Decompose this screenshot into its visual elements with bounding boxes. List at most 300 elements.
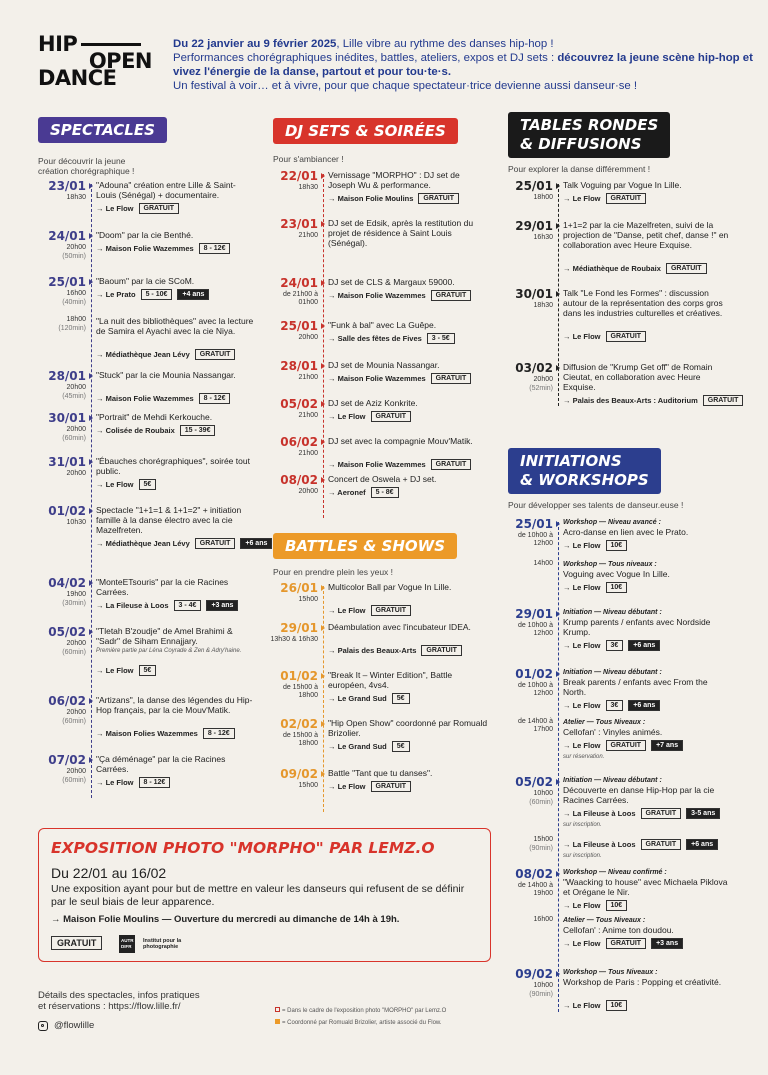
event-description: "Adouna" création entre Lille & Saint-Louis (Sénégal) + documentaire. [96, 180, 236, 200]
djsets-subtitle: Pour s'ambiancer ! [273, 154, 344, 164]
spectacles-title: SPECTACLES [38, 117, 167, 143]
price-tag: 8 - 12€ [199, 393, 231, 404]
djsets-title: DJ SETS & SOIRÉES [273, 118, 458, 144]
workshop-level: Initiation — Niveau débutant : [563, 777, 662, 784]
event-date: 23/01 [280, 217, 318, 231]
timeline-arrow-icon [321, 221, 325, 227]
price-tag: GRATUIT [641, 839, 682, 850]
timeline-arrow-icon [556, 971, 560, 977]
event-time: de 14h00 à 19h00 [517, 882, 553, 897]
djsets-timeline [270, 170, 500, 510]
venue-name: → Médiathèque Jean Lévy [96, 539, 190, 548]
event-venue [563, 395, 743, 406]
expo-description: Une exposition ayant pour but de mettre en valeur les danseurs qui refusent de se définir par le seul biais de leur apparence. [51, 883, 465, 908]
price-tag: 5€ [139, 665, 157, 676]
event-time: 13h30 & 16h30 [270, 636, 318, 643]
venue-name: → Le Flow [96, 204, 134, 213]
event-time: 21h00 [298, 374, 318, 381]
price-tag: GRATUIT [606, 193, 647, 204]
intro-line3: Un festival à voir… et à vivre, pour que chaque spectateur·trice devienne aussi danseur·se ! [173, 80, 638, 92]
event-time: 20h00 [66, 640, 86, 647]
event-venue [328, 290, 471, 301]
expo-title: EXPOSITION PHOTO "MORPHO" PAR LEMZ.O [51, 839, 435, 857]
event-time: 20h00 [298, 488, 318, 495]
workshop-level: Initiation — Niveau débutant : [563, 609, 662, 616]
event-date: 01/02 [515, 667, 553, 681]
footer-line2[interactable]: et réservations : https://flow.lille.fr/ [38, 1001, 181, 1012]
battles-subtitle: Pour en prendre plein les yeux ! [273, 567, 394, 577]
event-date: 30/01 [48, 411, 86, 425]
battles-title: BATTLES & SHOWS [273, 533, 457, 559]
timeline-arrow-icon [89, 373, 93, 379]
timeline-arrow-icon [556, 871, 560, 877]
price-tag: +6 ans [628, 640, 660, 651]
price-tag: 8 - 12€ [199, 243, 231, 254]
price-tag: GRATUIT [371, 781, 412, 792]
price-tag: GRATUIT [431, 373, 472, 384]
event-date: 28/01 [48, 369, 86, 383]
tables-subtitle: Pour explorer la danse différemment ! [508, 164, 651, 174]
event-time: 10h30 [66, 519, 86, 526]
event-description: "Ébauches chorégraphiques", soirée tout public. [96, 456, 250, 476]
venue-name: → Le Flow [563, 641, 601, 650]
venue-name: → Le Flow [563, 901, 601, 910]
venue-name: → Le Flow [563, 939, 601, 948]
venue-name: → Palais des Beaux-Arts : Auditorium [563, 396, 698, 405]
venue-name: → Aeronef [328, 488, 366, 497]
workshop-level: Atelier — Tous Niveaux : [563, 917, 646, 924]
price-tag: +4 ans [177, 289, 209, 300]
instagram-handle[interactable]: @flowlille [54, 1020, 95, 1031]
event-note: sur inscription. [563, 853, 602, 859]
footnotes [275, 1005, 446, 1029]
event-time: 15h00 [533, 836, 553, 843]
event-date: 05/02 [48, 625, 86, 639]
tables-title-line1: TABLES RONDES [520, 116, 659, 134]
venue-name: → Le Flow [563, 701, 601, 710]
event-duration: (60min) [62, 649, 86, 656]
price-tag: GRATUIT [371, 605, 412, 616]
price-tag: +7 ans [651, 740, 683, 751]
intro-text [173, 37, 758, 93]
event-time: 20h00 [533, 376, 553, 383]
event-date: 05/02 [280, 397, 318, 411]
institut-photo-logo: Institut pour la photographie [143, 938, 182, 950]
price-tag: +6 ans [686, 839, 718, 850]
event-venue [563, 938, 683, 949]
venue-name: → Maison Folie Wazemmes [96, 244, 194, 253]
event-description: Break parents / enfants avec From the North. [563, 677, 708, 697]
event-date: 09/02 [280, 767, 318, 781]
timeline-arrow-icon [321, 401, 325, 407]
logo-open: OPEN [88, 49, 152, 73]
initiations-subtitle: Pour développer ses talents de danseur.euse ! [508, 500, 684, 510]
event-description: Découverte en danse Hip-Hop par la cie Racines Carrées. [563, 785, 715, 805]
price-tag: +3 ans [651, 938, 683, 949]
event-date: 23/01 [48, 179, 86, 193]
event-description: Vernissage "MORPHO" : DJ set de Joseph Wu & performance. [328, 170, 460, 190]
event-date: 05/02 [515, 775, 553, 789]
price-tag: 8 - 12€ [139, 777, 171, 788]
event-description: DJ set de CLS & Margaux 59000. [328, 277, 455, 287]
tables-title-line2: & DIFFUSIONS [520, 135, 642, 153]
event-time: de 10h00 à 12h00 [517, 622, 553, 637]
venue-name: → Le Flow [563, 541, 601, 550]
festival-logo [38, 32, 152, 90]
spectacles-subtitle: Pour découvrir la jeune création chorégraphique ! [38, 156, 135, 176]
venue-name: → Médiathèque de Roubaix [563, 264, 661, 273]
timeline-arrow-icon [321, 477, 325, 483]
event-venue [96, 728, 235, 739]
event-time: 15h00 [298, 596, 318, 603]
price-tag: +3 ans [206, 600, 238, 611]
timeline-arrow-icon [89, 698, 93, 704]
event-duration: (40min) [62, 299, 86, 306]
event-venue [563, 263, 707, 274]
venue-name: → Maison Folie Wazemmes [96, 394, 194, 403]
event-time: 20h00 [298, 334, 318, 341]
workshop-level: Workshop — Tous niveaux : [563, 561, 657, 568]
event-venue [563, 1000, 627, 1011]
venue-name: → Le Flow [563, 1001, 601, 1010]
timeline-arrow-icon [556, 183, 560, 189]
timeline-arrow-icon [556, 611, 560, 617]
event-venue [328, 605, 411, 616]
price-tag: GRATUIT [666, 263, 707, 274]
price-tag: GRATUIT [703, 395, 744, 406]
event-venue [328, 459, 471, 470]
timeline-arrow-icon [321, 439, 325, 445]
event-description: Cellofan' : Vinyles animés. [563, 727, 663, 737]
event-description: Cellofan' : Anime ton doudou. [563, 925, 674, 935]
venue-name: → Le Grand Sud [328, 742, 387, 751]
event-venue [563, 740, 683, 751]
venue-name: → Maison Folie Wazemmes [328, 291, 426, 300]
timeline-arrow-icon [89, 415, 93, 421]
venue-name: → Le Flow [96, 480, 134, 489]
timeline-arrow-icon [321, 625, 325, 631]
timeline-arrow-icon [89, 233, 93, 239]
event-date: 30/01 [515, 287, 553, 301]
timeline-arrow-icon [321, 771, 325, 777]
event-description: "Doom" par la cie Benthé. [96, 230, 194, 240]
event-venue [563, 193, 646, 204]
event-description: "Baoum" par la cie SCoM. [96, 276, 195, 286]
event-venue [96, 243, 230, 254]
intro-dates: Du 22 janvier au 9 février 2025 [173, 38, 337, 50]
event-time: de 21h00 à 01h00 [282, 291, 318, 306]
timeline-arrow-icon [321, 280, 325, 286]
price-tag: GRATUIT [606, 740, 647, 751]
price-tag: 3 - 5€ [427, 333, 455, 344]
event-description: "La nuit des bibliothèques" avec la lecture de Samira el Ayachi avec la cie Niya. [96, 316, 254, 336]
initiations-section [508, 448, 683, 510]
venue-name: → Palais des Beaux-Arts [328, 646, 417, 655]
event-time: 14h00 [533, 560, 553, 567]
event-description: "MonteETsouris" par la cie Racines Carrées. [96, 577, 229, 597]
price-tag: GRATUIT [195, 538, 236, 549]
timeline-line [558, 522, 559, 1012]
event-duration: (60min) [62, 435, 86, 442]
event-venue [96, 203, 179, 214]
event-venue [328, 333, 455, 344]
event-venue [328, 693, 410, 704]
timeline-arrow-icon [321, 673, 325, 679]
event-description: Voguing avec Vogue In Lille. [563, 569, 670, 579]
timeline-arrow-icon [89, 629, 93, 635]
event-venue [328, 411, 411, 422]
footnote-2: = Coordonné par Romuald Brizolier, artiste associé du Flow. [282, 1020, 442, 1026]
event-venue [96, 600, 238, 611]
price-tag: 5€ [139, 479, 157, 490]
event-time: 21h00 [298, 450, 318, 457]
event-date: 03/02 [515, 361, 553, 375]
timeline-arrow-icon [89, 508, 93, 514]
spectacles-timeline [38, 180, 268, 790]
event-description: Acro-danse en lien avec le Prato. [563, 527, 689, 537]
expo-price-tag: GRATUIT [51, 936, 102, 950]
venue-name: → La Fileuse à Loos [563, 840, 636, 849]
event-date: 25/01 [280, 319, 318, 333]
event-time: 18h30 [66, 194, 86, 201]
event-duration: (90min) [529, 845, 553, 852]
event-description: "Funk à bal" avec La Guêpe. [328, 320, 437, 330]
venue-name: → La Fileuse à Loos [563, 809, 636, 818]
event-description: Talk "Le Fond les Formes" : discussion autour de la représentation des corps gros dans les industries culturelles et créatives. [563, 288, 723, 318]
event-date: 22/01 [280, 169, 318, 183]
venue-name: → Le Flow [96, 778, 134, 787]
event-description: Workshop de Paris : Popping et créativité. [563, 977, 722, 987]
instagram-icon[interactable] [38, 1021, 48, 1031]
event-venue [96, 425, 215, 436]
venue-name: → Le Flow [563, 583, 601, 592]
event-description: Spectacle "1+1=1 & 1+1=2" + initiation famille à la danse électro avec la cie Mazelfreten. [96, 505, 242, 535]
workshop-level: Workshop — Niveau confirmé : [563, 869, 667, 876]
event-description: Concert de Oswela + DJ set. [328, 474, 437, 484]
event-venue [563, 808, 720, 819]
event-duration: (120min) [58, 325, 86, 332]
event-time: 19h00 [66, 591, 86, 598]
timeline-arrow-icon [321, 585, 325, 591]
venue-name: → Maison Folies Wazemmes [96, 729, 198, 738]
venue-name: → Le Flow [328, 412, 366, 421]
price-tag: 15 - 39€ [180, 425, 216, 436]
venue-name: → Le Flow [96, 666, 134, 675]
event-venue [328, 645, 462, 656]
initiations-timeline [505, 518, 745, 1018]
autre-direction-logo: AUTR DIFR [119, 935, 135, 953]
timeline-arrow-icon [89, 757, 93, 763]
timeline-arrow-icon [556, 223, 560, 229]
event-date: 09/02 [515, 967, 553, 981]
event-time: 20h00 [66, 426, 86, 433]
timeline-arrow-icon [89, 580, 93, 586]
event-venue [96, 289, 209, 300]
event-time: 20h00 [66, 709, 86, 716]
event-duration: (50min) [62, 253, 86, 260]
battles-section [273, 533, 457, 577]
event-date: 29/01 [280, 621, 318, 635]
event-duration: (60min) [62, 718, 86, 725]
logo-dance: DANCE [38, 66, 117, 90]
expo-dates: Du 22/01 au 16/02 [51, 865, 167, 881]
price-tag: +6 ans [240, 538, 272, 549]
event-description: Battle "Tant que tu danses". [328, 768, 433, 778]
event-time: 20h00 [66, 384, 86, 391]
event-date: 24/01 [280, 276, 318, 290]
djsets-section [273, 118, 458, 164]
tables-timeline [505, 180, 740, 430]
event-time: 18h00 [66, 316, 86, 323]
event-description: DJ set de Edsik, après la restitution du projet de résidence à Saint Louis (Sénégal). [328, 218, 474, 248]
event-date: 25/01 [515, 517, 553, 531]
event-date: 26/01 [280, 581, 318, 595]
event-duration: (60min) [529, 799, 553, 806]
price-tag: 10€ [606, 540, 628, 551]
event-note: sur réservation. [563, 754, 605, 760]
price-tag: GRATUIT [371, 411, 412, 422]
intro-line2: Performances chorégraphiques inédites, battles, ateliers, expos et DJ sets : [173, 52, 558, 64]
price-tag: 5€ [392, 741, 410, 752]
price-tag: GRATUIT [606, 331, 647, 342]
event-date: 28/01 [280, 359, 318, 373]
event-venue [96, 479, 156, 490]
price-tag: 3€ [606, 640, 624, 651]
event-venue [563, 640, 660, 651]
event-description: "Break It – Winter Edition", Battle européen, 4vs4. [328, 670, 453, 690]
event-venue [563, 582, 627, 593]
event-time: 21h00 [298, 232, 318, 239]
event-venue [563, 540, 627, 551]
event-date: 31/01 [48, 455, 86, 469]
event-time: 20h00 [66, 244, 86, 251]
event-description: Krump parents / enfants avec Nordside Krump. [563, 617, 711, 637]
price-tag: 3-5 ans [686, 808, 720, 819]
event-venue [328, 487, 399, 498]
tables-title [508, 112, 670, 158]
event-time: 10h00 [533, 790, 553, 797]
event-note: Première partie par Léna Coyrade & Zen & Adry'haine. [96, 648, 242, 654]
event-description: "Stuck" par la cie Mounia Nassangar. [96, 370, 236, 380]
event-description: "Hip Open Show" coordonné par Romuald Brizolier. [328, 718, 488, 738]
event-date: 01/02 [48, 504, 86, 518]
logo-hip: HIP [38, 32, 78, 56]
price-tag: GRATUIT [431, 459, 472, 470]
event-venue [563, 700, 660, 711]
price-tag: GRATUIT [421, 645, 462, 656]
timeline-arrow-icon [89, 279, 93, 285]
timeline-arrow-icon [556, 365, 560, 371]
event-duration: (52min) [529, 385, 553, 392]
intro-line1: , Lille vibre au rythme des danses hip-hop ! [336, 38, 554, 50]
intro-line2-bold: découvrez la jeune scène hip-hop et vivez l'énergie de la danse, partout et pour tou·te·s. [173, 52, 753, 78]
event-date: 01/02 [280, 669, 318, 683]
venue-name: → Colisée de Roubaix [96, 426, 175, 435]
event-venue [563, 839, 718, 850]
initiations-title-line2: & WORKSHOPS [520, 471, 649, 489]
price-tag: 8 - 12€ [203, 728, 235, 739]
event-description: DJ set avec la compagnie Mouv'Matik. [328, 436, 473, 446]
expo-venue: → Maison Folie Moulins — Ouverture du mercredi au dimanche de 14h à 19h. [51, 914, 400, 925]
venue-name: → Maison Folie Wazemmes [328, 460, 426, 469]
price-tag: GRATUIT [431, 290, 472, 301]
event-description: DJ set de Mounia Nassangar. [328, 360, 440, 370]
timeline-arrow-icon [556, 291, 560, 297]
event-description: "Artizans", la danse des légendes du Hip-Hop français, par la cie Mouv'Matik. [96, 695, 253, 715]
price-tag: +6 ans [628, 700, 660, 711]
timeline-arrow-icon [321, 323, 325, 329]
venue-name: → Médiathèque Jean Lévy [96, 350, 190, 359]
tables-section [508, 112, 670, 174]
timeline-arrow-icon [89, 183, 93, 189]
event-date: 29/01 [515, 219, 553, 233]
event-venue [96, 777, 170, 788]
footer-line1: Détails des spectacles, infos pratiques [38, 990, 200, 1001]
event-description: "Ça déménage" par la cie Racines Carrées. [96, 754, 226, 774]
initiations-title [508, 448, 661, 494]
venue-name: → Maison Folie Wazemmes [328, 374, 426, 383]
venue-name: → Maison Folie Moulins [328, 194, 414, 203]
venue-name: → Le Grand Sud [328, 694, 387, 703]
event-time: 21h00 [298, 412, 318, 419]
event-duration: (30min) [62, 600, 86, 607]
event-time: 16h00 [66, 290, 86, 297]
event-duration: (90min) [529, 991, 553, 998]
price-tag: 5 - 8€ [371, 487, 399, 498]
price-tag: 10€ [606, 900, 628, 911]
event-time: 16h00 [533, 916, 553, 923]
workshop-level: Initiation — Niveau débutant : [563, 669, 662, 676]
event-venue [328, 741, 410, 752]
expo-box [38, 828, 491, 962]
event-description: Diffusion de "Krump Get off" de Romain Cieutat, en collaboration avec Heure Exquise. [563, 362, 713, 392]
event-description: DJ set de Aziz Konkrite. [328, 398, 418, 408]
event-venue [328, 373, 471, 384]
workshop-level: Atelier — Tous Niveaux : [563, 719, 646, 726]
spectacles-section [38, 117, 167, 176]
event-venue [328, 193, 459, 204]
timeline-arrow-icon [556, 521, 560, 527]
timeline-arrow-icon [321, 363, 325, 369]
event-time: 16h30 [533, 234, 553, 241]
event-date: 25/01 [515, 179, 553, 193]
event-date: 04/02 [48, 576, 86, 590]
timeline-arrow-icon [556, 671, 560, 677]
workshop-level: Workshop — Niveau avancé : [563, 519, 661, 526]
event-date: 25/01 [48, 275, 86, 289]
price-tag: 10€ [606, 1000, 628, 1011]
price-tag: GRATUIT [418, 193, 459, 204]
event-description: Déambulation avec l'incubateur IDEA. [328, 622, 471, 632]
event-date: 29/01 [515, 607, 553, 621]
event-duration: (45min) [62, 393, 86, 400]
workshop-level: Workshop — Tous Niveaux : [563, 969, 658, 976]
event-date: 06/02 [48, 694, 86, 708]
event-description: "Waacking to house" avec Michaela Piklova et Orégane le Nir. [563, 877, 728, 897]
event-date: 02/02 [280, 717, 318, 731]
event-time: de 10h00 à 12h00 [517, 682, 553, 697]
event-time: de 15h00 à 18h00 [282, 684, 318, 699]
price-tag: 10€ [606, 582, 628, 593]
event-venue [96, 538, 272, 549]
brizolier-marker-icon [275, 1019, 280, 1024]
timeline-arrow-icon [321, 721, 325, 727]
event-venue [96, 665, 156, 676]
event-time: 10h00 [533, 982, 553, 989]
footer [38, 990, 200, 1031]
event-time: de 10h00 à 12h00 [517, 532, 553, 547]
event-description: Multicolor Ball par Vogue In Lille. [328, 582, 452, 592]
